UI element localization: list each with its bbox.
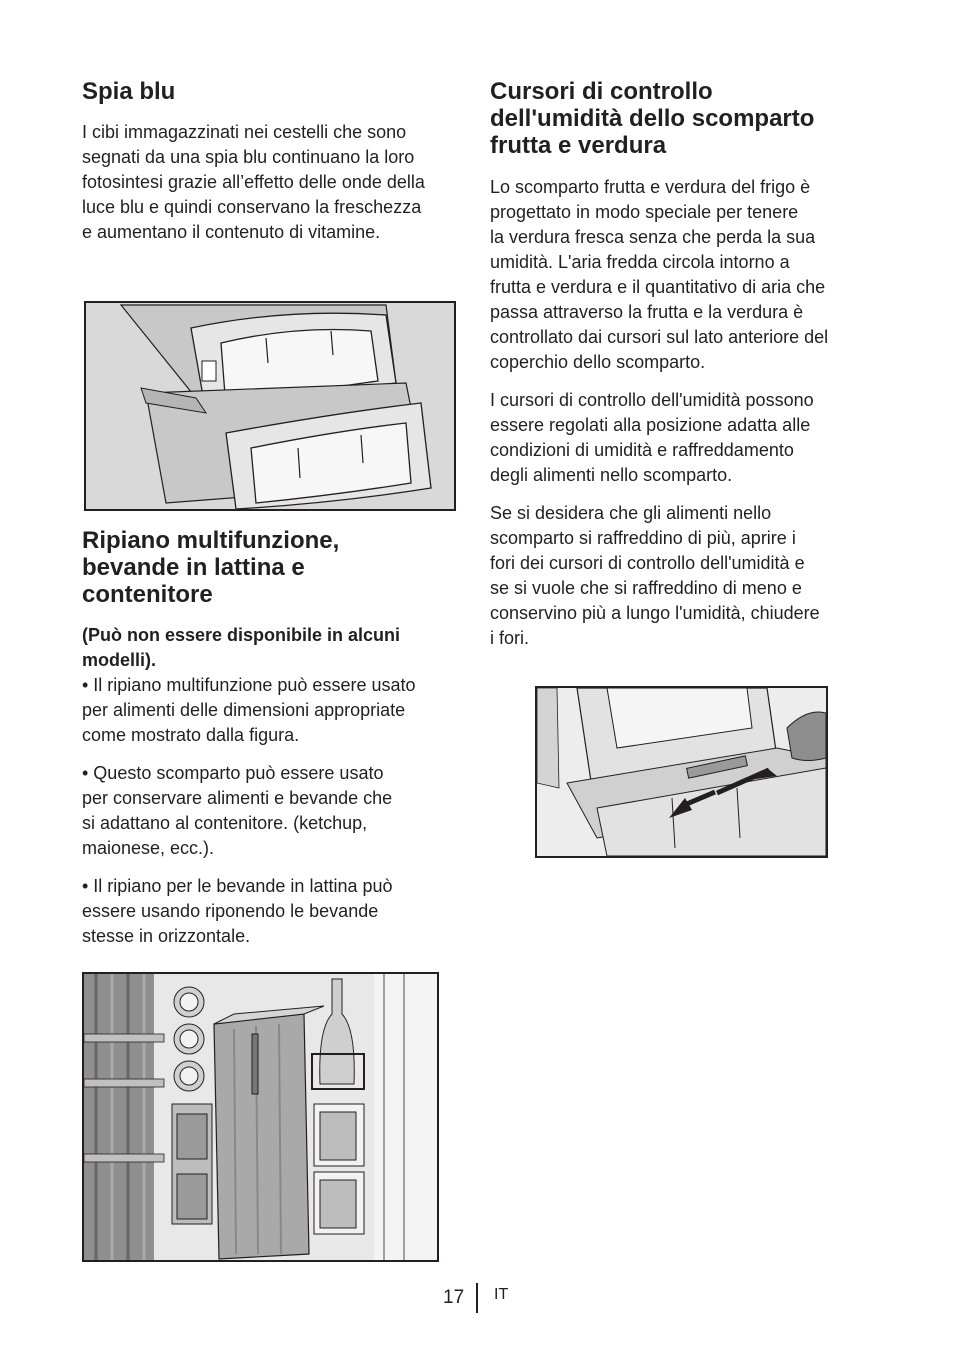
section-spia-blu <box>82 78 462 245</box>
language-code: IT <box>494 1286 509 1303</box>
paragraph-regolazione: I cursori di controllo dell'umidità possono essere regolati alla posizione adatta alle condizioni di umidità e raffreddamento degli alimenti nello scomparto. <box>490 390 814 485</box>
note-availability: (Può non essere disponibile in alcuni modelli). <box>82 625 401 670</box>
figure-door-shelves <box>82 972 439 1262</box>
heading-spia-blu: Spia blu <box>82 78 176 105</box>
heading-ripiano-multifunzione: Ripiano multifunzione, bevande in lattina e contenitore <box>82 527 340 608</box>
figure-blue-light-drawers <box>84 301 456 511</box>
heading-cursori-umidita: Cursori di controllo dell'umidità dello scomparto frutta e verdura <box>490 78 815 159</box>
page-number: 17 <box>443 1287 465 1308</box>
bullet-multifunzione: • Il ripiano multifunzione può essere usato per alimenti delle dimensioni appropriate come mostrato dalla figura. <box>82 675 416 745</box>
bullet-scomparto: • Questo scomparto può essere usato per conservare alimenti e bevande che si adattano al contenitore. (ketchup, maionese, ecc.). <box>82 763 393 858</box>
paragraph-scomparto: Lo scomparto frutta e verdura del frigo è progettato in modo speciale per tenere la verdura fresca senza che perda la sua umidità. L'aria fredda circola intorno a frutta e verdura e il quantitativo di aria che passa attraverso la frutta e la verdura è controllato dai cursori sul lato anteriore del coperchio dello scomparto. <box>490 177 829 372</box>
section-ripiano-multifunzione <box>82 527 462 949</box>
section-cursori-umidita <box>490 78 880 651</box>
paragraph-spia-blu: I cibi immagazzinati nei cestelli che sono segnati da una spia blu continuano la loro fotosintesi grazie all’effetto delle onde della luce blu e quindi conservano la freschezza e aumentano il contenuto di vitamine. <box>82 122 425 242</box>
footer-divider <box>476 1283 478 1313</box>
paragraph-fori: Se si desidera che gli alimenti nello scomparto si raffreddino di più, aprire i fori dei cursori di controllo dell'umidità e se si vuole che si raffreddino di meno e conservino più a lungo l'umidità, chiudere i fori. <box>490 503 820 648</box>
figure-humidity-slider <box>535 686 828 858</box>
bullet-lattina: • Il ripiano per le bevande in lattina può essere usando riponendo le bevande stesse in orizzontale. <box>82 876 393 946</box>
